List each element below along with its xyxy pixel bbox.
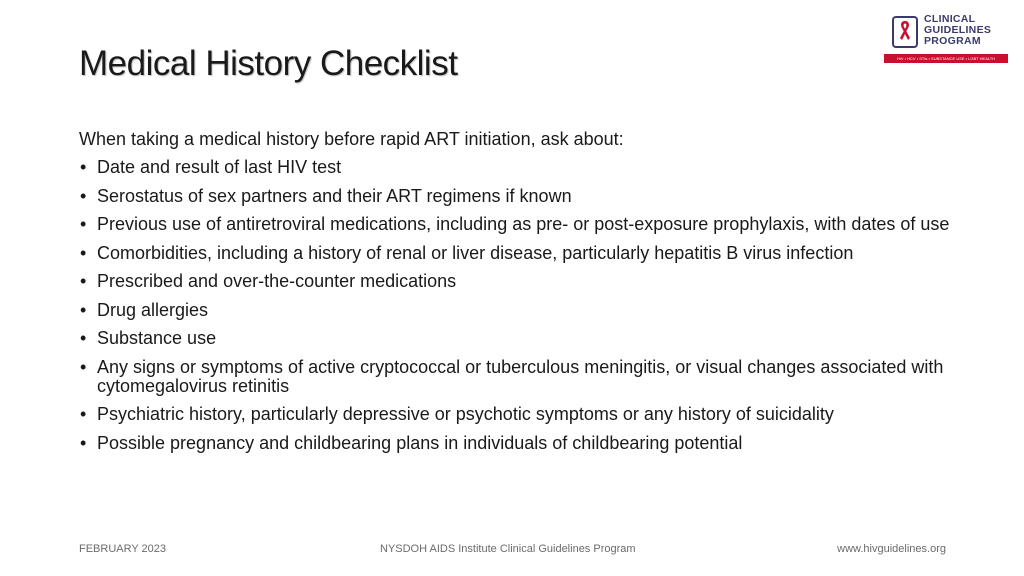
checklist-item: • Any signs or symptoms of active cryptococcal or tuberculous meningitis, or visual changes associated with cytomegalovirus retinitis: [79, 358, 959, 396]
footer-program: NYSDOH AIDS Institute Clinical Guidelines Program: [380, 543, 636, 555]
logo-text: [924, 14, 991, 47]
intro-text: When taking a medical history before rapid ART initiation, ask about:: [79, 129, 624, 149]
checklist-item: • Comorbidities, including a history of renal or liver disease, particularly hepatitis B virus infection: [79, 244, 959, 263]
clinical-guidelines-logo: [884, 14, 1008, 66]
checklist-item: • Drug allergies: [79, 301, 959, 320]
logo-line-1: CLINICAL: [924, 13, 976, 25]
checklist-item: • Substance use: [79, 329, 959, 348]
checklist-item: • Previous use of antiretroviral medications, including as pre- or post-exposure prophylaxis, with dates of use: [79, 215, 959, 234]
checklist-item: • Possible pregnancy and childbearing plans in individuals of childbearing potential: [79, 434, 959, 453]
checklist-item: • Prescribed and over-the-counter medications: [79, 272, 959, 291]
slide-title: Medical History Checklist: [79, 44, 458, 83]
footer-url[interactable]: www.hivguidelines.org: [837, 543, 946, 555]
logo-line-2: GUIDELINES: [924, 24, 992, 36]
checklist-item: • Psychiatric history, particularly depressive or psychotic symptoms or any history of suicidality: [79, 405, 959, 424]
red-ribbon-icon: [892, 16, 918, 48]
checklist: [79, 158, 959, 453]
checklist-item: • Serostatus of sex partners and their ART regimens if known: [79, 187, 959, 206]
checklist-item: • Date and result of last HIV test: [79, 158, 959, 177]
slide-content: [79, 130, 959, 462]
footer-date: FEBRUARY 2023: [79, 543, 167, 555]
logo-line-3: PROGRAM: [924, 35, 981, 47]
logo-tagline-bar: HIV • HCV • STIs • SUBSTANCE USE • LGBT HEALTH: [884, 54, 1008, 63]
